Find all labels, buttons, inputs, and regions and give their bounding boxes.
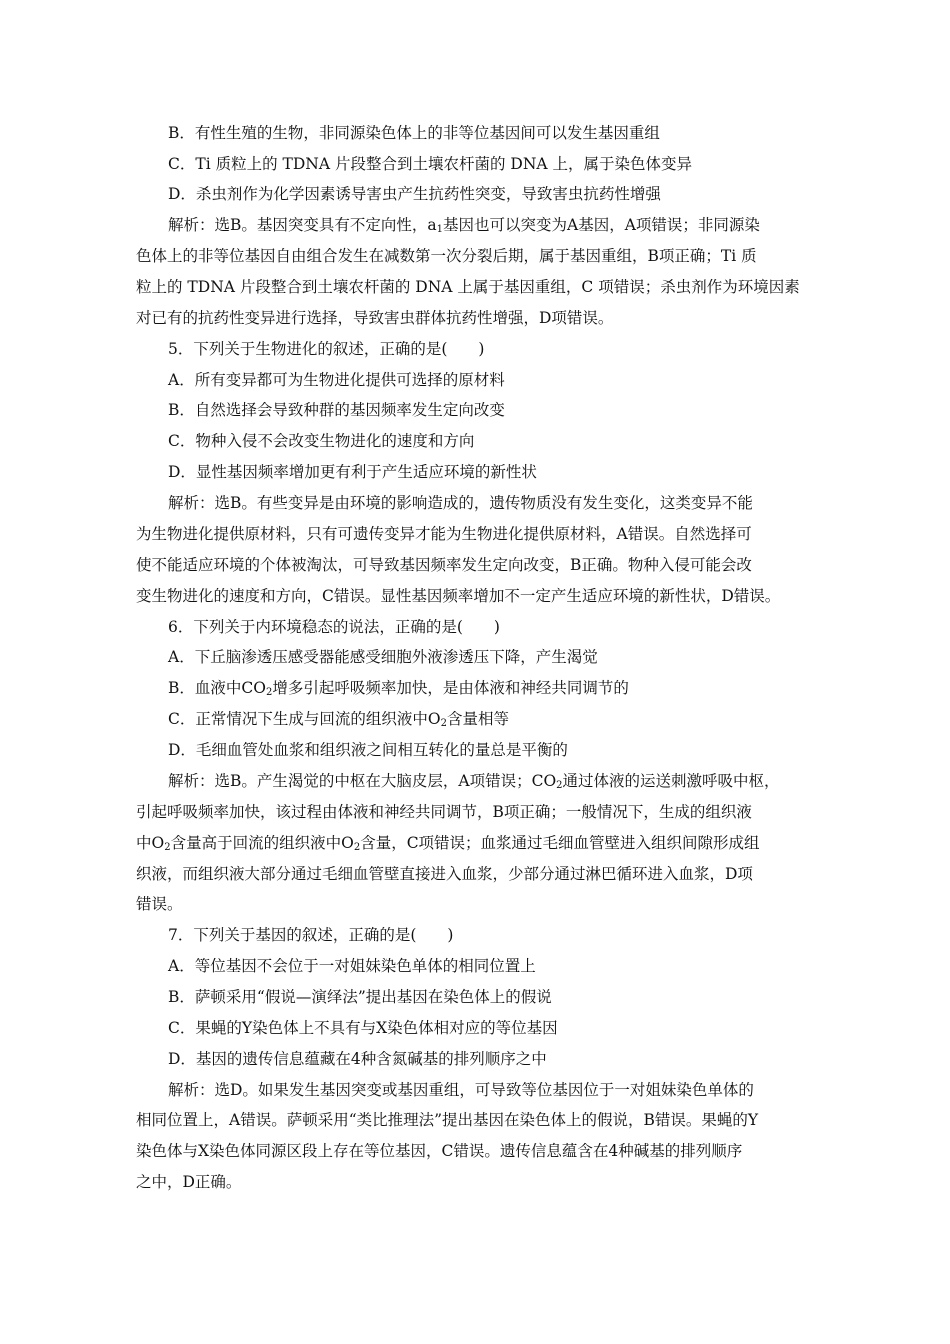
q5-analysis-line: 使不能适应环境的个体被淘汰，可导致基因频率发生定向改变，B正确。物种入侵可能会改 (136, 556, 752, 574)
q7-analysis-line: 染色体与X染色体同源区段上存在等位基因，C错误。遗传信息蕴含在4种碱基的排列顺序 (136, 1142, 743, 1160)
q6-analysis-line: 错误。 (136, 895, 183, 913)
q4-analysis-line: 解析：选B。基因突变具有不定向性，$a_1$基因也可以突变为A基因，A项错误；非同源染 (168, 216, 760, 235)
q4-option-d: D．杀虫剂作为化学因素诱导害虫产生抗药性突变，导致害虫抗药性增强 (168, 185, 661, 203)
q6-stem: 6．下列关于内环境稳态的说法，正确的是( ) (168, 618, 500, 636)
q6-option-d: D．毛细血管处血浆和组织液之间相互转化的量总是平衡的 (168, 741, 568, 759)
q6-option-a: A．下丘脑渗透压感受器能感受细胞外液渗透压下降，产生渴觉 (168, 648, 598, 666)
q6-analysis-line: 解析：选B。产生渴觉的中枢在大脑皮层，A项错误；$CO_2$通过体液的运送刺激呼吸中枢， (168, 772, 780, 791)
q5-analysis-line: 变生物进化的速度和方向，C错误。显性基因频率增加不一定产生适应环境的新性状，D错误。 (136, 587, 781, 605)
q4-analysis-line: 粒上的 TDNA 片段整合到土壤农杆菌的 DNA 上属于基因重组，C 项错误；杀虫剂作为环境因素 (136, 278, 800, 296)
q4-analysis-line: 对已有的抗药性变异进行选择，导致害虫群体抗药性增强，D项错误。 (136, 309, 614, 327)
q6-analysis-line: 中$O_2$含量高于回流的组织液中$O_2$含量，C项错误；血浆通过毛细血管壁进入组织间隙形成组 (136, 834, 760, 853)
q5-option-b: B．自然选择会导致种群的基因频率发生定向改变 (168, 401, 505, 419)
q7-option-c: C．果蝇的Y染色体上不具有与X染色体相对应的等位基因 (168, 1019, 558, 1037)
q7-stem: 7．下列关于基因的叙述，正确的是( ) (168, 926, 454, 944)
q5-analysis-line: 解析：选B。有些变异是由环境的影响造成的，遗传物质没有发生变化，这类变异不能 (168, 494, 753, 512)
q6-option-c: C．正常情况下生成与回流的组织液中$O_2$含量相等 (168, 710, 509, 729)
q4-analysis-line: 色体上的非等位基因自由组合发生在减数第一次分裂后期，属于基因重组，B项正确；Ti 质 (136, 247, 757, 265)
q4-option-b: B．有性生殖的生物，非同源染色体上的非等位基因间可以发生基因重组 (168, 124, 660, 142)
q5-option-a: A．所有变异都可为生物进化提供可选择的原材料 (168, 371, 505, 389)
q5-option-c: C．物种入侵不会改变生物进化的速度和方向 (168, 432, 475, 450)
q5-stem: 5．下列关于生物进化的叙述，正确的是( ) (168, 340, 485, 358)
q7-analysis-line: 相同位置上，A错误。萨顿采用“类比推理法”提出基因在染色体上的假说，B错误。果蝇的Y (136, 1111, 759, 1129)
q6-analysis-line: 织液，而组织液大部分通过毛细血管壁直接进入血浆，少部分通过淋巴循环进入血浆，D项 (136, 865, 753, 883)
q7-analysis-line: 之中，D正确。 (136, 1173, 242, 1191)
q5-analysis-line: 为生物进化提供原材料，只有可遗传变异才能为生物进化提供原材料，A错误。自然选择可 (136, 525, 752, 543)
q5-option-d: D．显性基因频率增加更有利于产生适应环境的新性状 (168, 463, 537, 481)
q6-option-b: B．血液中$CO_2$增多引起呼吸频率加快，是由体液和神经共同调节的 (168, 679, 629, 698)
q7-analysis-line: 解析：选D。如果发生基因突变或基因重组，可导致等位基因位于一对姐妹染色单体的 (168, 1081, 754, 1099)
q7-option-b: B．萨顿采用“假说—演绎法”提出基因在染色体上的假说 (168, 988, 552, 1006)
q7-option-d: D．基因的遗传信息蕴藏在4种含氮碱基的排列顺序之中 (168, 1050, 547, 1068)
q7-option-a: A．等位基因不会位于一对姐妹染色单体的相同位置上 (168, 957, 536, 975)
q4-option-c: C．Ti 质粒上的 TDNA 片段整合到土壤农杆菌的 DNA 上，属于染色体变异 (168, 155, 692, 173)
q6-analysis-line: 引起呼吸频率加快，该过程由体液和神经共同调节，B项正确；一般情况下，生成的组织液 (136, 803, 752, 821)
